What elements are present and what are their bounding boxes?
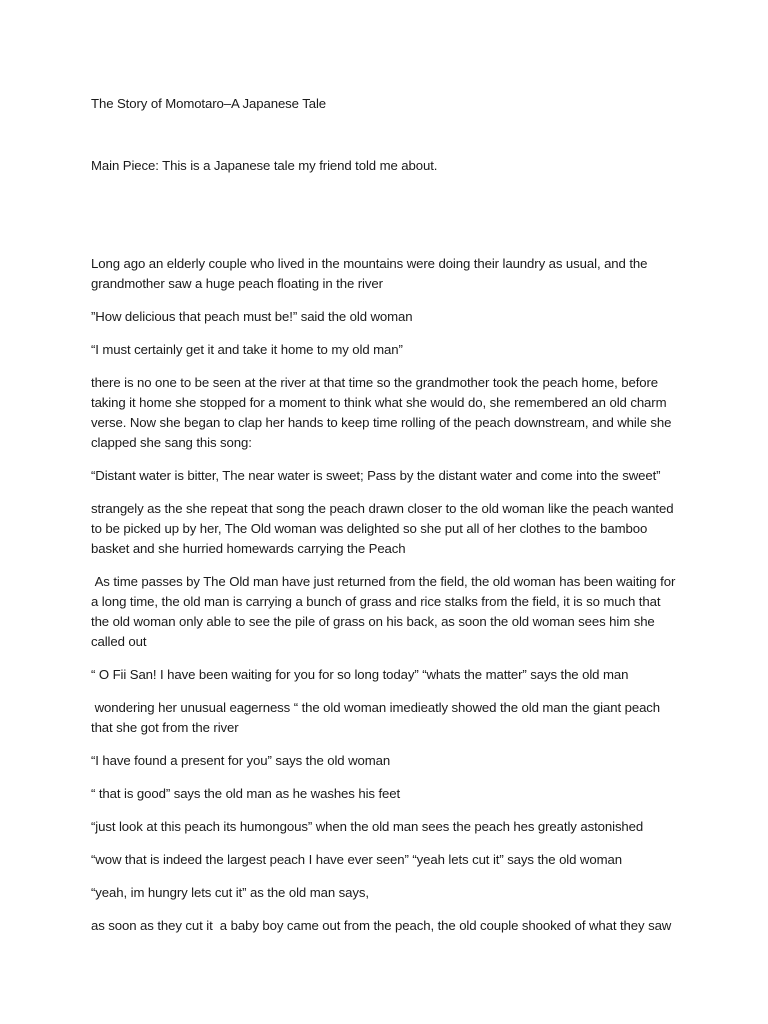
paragraph-1: Long ago an elderly couple who lived in the mountains were doing their laundry as usual, and the grandmother saw a huge peach floating in the river xyxy=(91,256,648,291)
paragraph-2: ”How delicious that peach must be!” said the old woman xyxy=(91,309,413,324)
paragraph-13: “wow that is indeed the largest peach I have ever seen” “yeah lets cut it” says the old woman xyxy=(91,852,622,867)
document-title: The Story of Momotaro–A Japanese Tale xyxy=(91,96,327,111)
paragraph-5: “Distant water is bitter, The near water is sweet; Pass by the distant water and come into the sweet” xyxy=(91,468,661,483)
paragraph-12: “just look at this peach its humongous” when the old man sees the peach hes greatly astonished xyxy=(91,819,644,834)
intro-line: Main Piece: This is a Japanese tale my friend told me about. xyxy=(91,158,438,173)
paragraph-4: there is no one to be seen at the river at that time so the grandmother took the peach home, before taking it home she stopped for a moment to think what she would do, she remembered an old charm verse. Now she began to clap her hands to keep time rolling of the peach downstream, and while she clapped she sang this song: xyxy=(91,375,672,450)
document-body xyxy=(91,94,681,949)
paragraph-11: “ that is good” says the old man as he washes his feet xyxy=(91,786,401,801)
paragraph-15: as soon as they cut it a baby boy came out from the peach, the old couple shooked of what they saw xyxy=(91,918,672,933)
paragraph-7: As time passes by The Old man have just returned from the field, the old woman has been waiting for a long time, the old man is carrying a bunch of grass and rice stalks from the field, it is so much that the old woman only able to see the pile of grass on his back, as soon the old woman sees him she called out xyxy=(91,574,679,649)
paragraph-6: strangely as the she repeat that song the peach drawn closer to the old woman like the peach wanted to be picked up by her, The Old woman was delighted so she put all of her clothes to the bamboo basket and she hurried homewards carrying the Peach xyxy=(91,501,674,556)
paragraph-3: “I must certainly get it and take it home to my old man” xyxy=(91,342,403,357)
paragraph-8: “ O Fii San! I have been waiting for you for so long today” “whats the matter” says the old man xyxy=(91,667,629,682)
paragraph-10: “I have found a present for you” says the old woman xyxy=(91,753,391,768)
paragraph-9: wondering her unusual eagerness “ the old woman imedieatly showed the old man the giant peach that she got from the river xyxy=(91,700,664,735)
paragraph-14: “yeah, im hungry lets cut it” as the old man says, xyxy=(91,885,369,900)
